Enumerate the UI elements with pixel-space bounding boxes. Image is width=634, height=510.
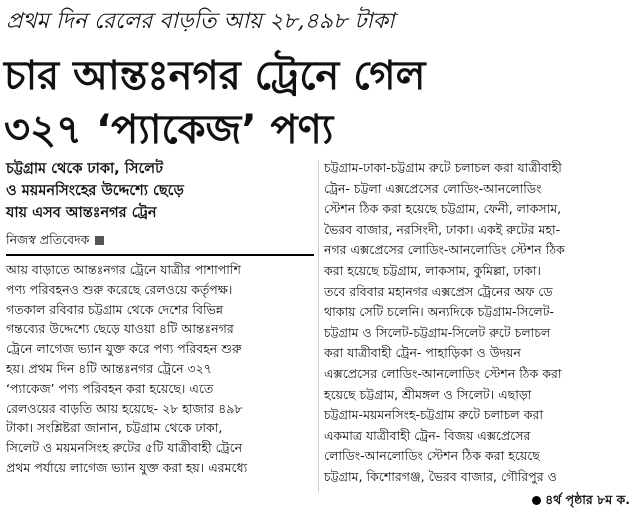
- body-line: চট্টগ্রাম-ঢাকা-চট্টগ্রাম রুটে চলাচল করা যাত্রীবাহী: [324, 160, 562, 175]
- body-line: প্রথম পর্যায়ে লাগেজ ভ্যান যুক্ত করা হয়। এরমধ্যে: [6, 459, 248, 475]
- body-line: হয়েছে চট্টগ্রাম, শ্রীমঙ্গল ও সিলেট। এছাড়া: [324, 386, 532, 402]
- bullet-icon: [532, 496, 541, 505]
- body-line: গতকাল রবিবার চট্টগ্রাম থেকে দেশের বিভিন্ন: [6, 301, 223, 317]
- body-line: ট্রেনে লাগেজ ভ্যান যুক্ত করে পণ্য পরিবহন শুরু: [6, 341, 242, 357]
- left-body-text: [6, 260, 314, 478]
- body-line: আয় বাড়াতে আন্তঃনগর ট্রেনে যাত্রীর পাশাপাশি: [6, 262, 241, 277]
- subhead-line: চট্টগ্রাম থেকে ঢাকা, সিলেট: [6, 161, 163, 177]
- body-line: এক্সপ্রেসের লোডিং-আনলোডিং স্টেশন ঠিক করা: [324, 365, 562, 381]
- body-line: সিলেট ও ময়মনসিংহ রুটের ৫টি যাত্রীবাহী ট্রেনে: [6, 440, 243, 456]
- body-line: হয়। প্রথম দিন ৪টি আন্তঃনগর ট্রেনে ৩২৭: [6, 360, 212, 376]
- body-line: রেলওয়ের বাড়তি আয় হয়েছে- ২৮ হাজার ৪৯৮: [6, 400, 243, 416]
- body-line: চট্টগ্রাম ও সিলেট-চট্টগ্রাম-সিলেট রুটে চলাচল: [324, 324, 551, 340]
- continuation-text: ৪র্থ পৃষ্ঠার ৮ম ক.: [545, 491, 630, 507]
- kicker-line: প্রথম দিন রেলের বাড়তি আয় ২৮,৪৯৮ টাকা: [6, 9, 395, 34]
- subhead-line: ও ময়মনসিংহের উদ্দেশ্যে ছেড়ে: [6, 183, 184, 199]
- byline-square-icon: [95, 236, 104, 245]
- left-column: [6, 158, 314, 496]
- right-body-text: [324, 158, 630, 488]
- body-line: থাকায় সেটি চলেনি। অন্যদিকে চট্টগ্রাম-সিলেট-: [324, 304, 555, 320]
- body-line: টাকা। সংশ্লিষ্টরা জানান, চট্টগ্রাম থেকে ঢাকা,: [6, 420, 223, 436]
- body-line: নগর এক্সপ্রেসের লোডিং-আনলোডিং স্টেশন ঠিক: [324, 242, 565, 258]
- continuation-note[interactable]: [324, 490, 630, 510]
- body-line: ট্রেন- চট্টলা এক্সপ্রেসের লোডিং-আনলোডিং: [324, 180, 542, 196]
- body-line: একমাত্র যাত্রীবাহী ট্রেন- বিজয় এক্সপ্রেসের: [324, 427, 531, 443]
- byline: [6, 230, 314, 250]
- headline-line-1: চার আন্তঃনগর ট্রেনে গেল: [4, 53, 426, 99]
- body-line: করা হয়েছে চট্টগ্রাম, লাকসাম, কুমিল্লা, ঢাকা।: [324, 262, 541, 278]
- subheadline: [6, 158, 314, 224]
- body-line: ‘প্যাকেজ’ পণ্য পরিবহন করা হয়েছে। এতে: [6, 380, 214, 396]
- headline-line-2: ৩২৭ ‘প্যাকেজ’ পণ্য: [4, 107, 334, 153]
- body-line: করা যাত্রীবাহী ট্রেন- পাহাড়িকা ও উদয়ন: [324, 345, 521, 361]
- right-column: [324, 158, 630, 507]
- headline: [4, 50, 630, 158]
- body-line: ভৈরব বাজার, নরসিংদী, ঢাকা। একই রুটের মহা-: [324, 221, 561, 237]
- body-line: লোডিং-আনলোডিং স্টেশন ঠিক করা হয়েছে: [324, 448, 540, 464]
- body-line: চট্টগ্রাম-ময়মনসিংহ-চট্টগ্রাম রুটে চলাচল করা: [324, 407, 543, 423]
- body-line: স্টেশন ঠিক করা হয়েছে চট্টগ্রাম, ফেনী, লাকসাম,: [324, 201, 562, 217]
- body-line: চট্টগ্রাম, কিশোরগঞ্জ, ভৈরব বাজার, গৌরিপুর ও: [324, 468, 557, 484]
- byline-rule: [6, 254, 314, 256]
- byline-text: নিজস্ব প্রতিবেদক: [6, 232, 90, 247]
- body-line: পণ্য পরিবহনও শুরু করেছে রেলওয়ে কর্তৃপক্ষ।: [6, 281, 233, 297]
- body-line: তবে রবিবার মহানগর এক্সপ্রেস ট্রেনের অফ ডে: [324, 283, 553, 299]
- column-divider: [318, 160, 319, 492]
- subhead-line: যায় এসব আন্তঃনগর ট্রেন: [6, 205, 157, 221]
- body-line: গন্তব্যের উদ্দেশ্যে ছেড়ে যাওয়া ৪টি আন্তঃনগর: [6, 321, 234, 337]
